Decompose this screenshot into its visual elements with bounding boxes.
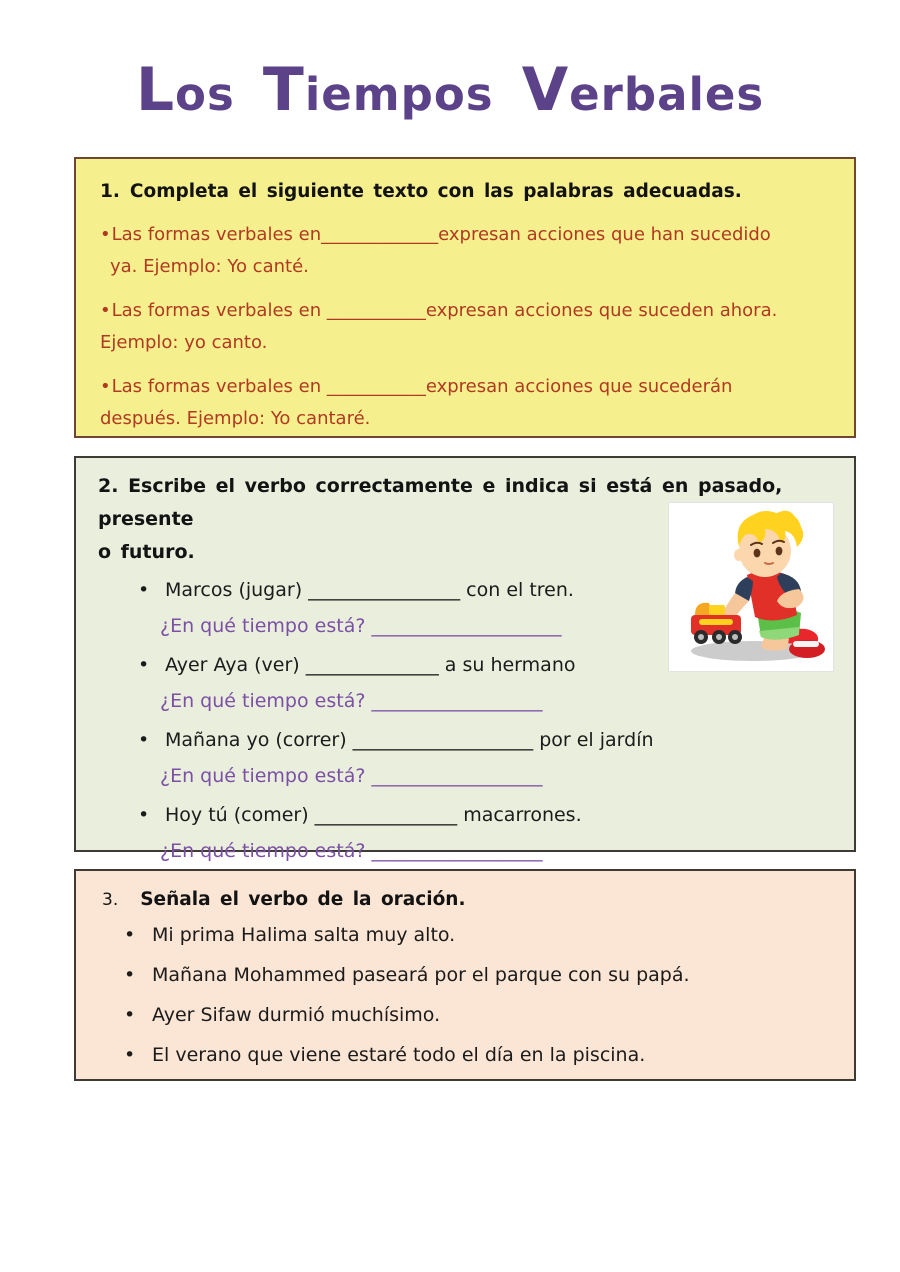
exercise-1-box xyxy=(74,157,856,438)
item-text-continuation: después. Ejemplo: Yo cantaré. xyxy=(100,408,371,429)
item-text: Las formas verbales en xyxy=(111,224,322,245)
exercise-2-number: 2. xyxy=(98,475,119,497)
exercise-3-number: 3. xyxy=(102,890,119,910)
exercise-3-heading-text: Señala el verbo de la oración. xyxy=(140,889,466,910)
item-text: macarrones. xyxy=(457,804,582,826)
boy-playing-toy-truck-illustration xyxy=(668,502,834,672)
exercise-2-box xyxy=(74,456,856,862)
title-word xyxy=(136,55,235,125)
tense-question-label: ¿En qué tiempo está? xyxy=(160,840,372,862)
exercise-3-sentence[interactable] xyxy=(90,955,840,995)
bullet-icon: • xyxy=(100,300,111,321)
bullet-icon: • xyxy=(100,224,111,245)
exercise-3-sentence[interactable] xyxy=(90,1035,840,1075)
item-text: Ayer Aya (ver) xyxy=(165,654,306,676)
title-initial: V xyxy=(521,55,570,126)
fill-blank-tense-answer[interactable]: __________________ xyxy=(371,765,543,787)
bullet-icon: • xyxy=(124,964,136,986)
exercise-1-heading-text: Completa el siguiente texto con las palabras adecuadas. xyxy=(129,181,742,202)
fill-blank-tense-answer[interactable]: __________________ xyxy=(371,840,543,862)
bullet-icon: • xyxy=(100,376,111,397)
item-text-continuation: ya. Ejemplo: Yo canté. xyxy=(110,256,309,277)
item-text: con el tren. xyxy=(460,579,574,601)
tense-question-label: ¿En qué tiempo está? xyxy=(160,765,372,787)
sentence-text: Ayer Sifaw durmió muchísimo. xyxy=(152,1004,441,1026)
exercise-3-sentence[interactable] xyxy=(90,915,840,955)
bullet-icon: • xyxy=(138,729,150,751)
item-text: expresan acciones que sucederán xyxy=(425,376,733,397)
fill-blank-verb[interactable]: ________________ xyxy=(308,579,461,601)
item-text: expresan acciones que han sucedido xyxy=(438,224,771,245)
bullet-icon: • xyxy=(138,579,150,601)
tense-question-label: ¿En qué tiempo está? xyxy=(160,690,372,712)
title-initial: T xyxy=(262,55,305,126)
exercise-1-item-future xyxy=(100,371,830,435)
sentence-text: El verano que viene estaré todo el día en la piscina. xyxy=(152,1044,646,1066)
page-title xyxy=(0,55,900,125)
title-initial: L xyxy=(135,55,176,126)
item-text-continuation: Ejemplo: yo canto. xyxy=(100,332,268,353)
item-text: Las formas verbales en xyxy=(111,300,327,321)
exercise-2-item-correr xyxy=(98,722,832,794)
bullet-icon: • xyxy=(124,924,136,946)
exercise-3-sentence[interactable] xyxy=(90,995,840,1035)
fill-blank-verb[interactable]: _______________ xyxy=(314,804,458,826)
item-text: Marcos (jugar) xyxy=(165,579,309,601)
fill-blank-tense[interactable]: ___________ xyxy=(326,376,426,397)
exercise-2-heading-line2: o futuro. xyxy=(98,541,195,563)
tense-question-label: ¿En qué tiempo está? xyxy=(160,615,372,637)
title-rest: iempos xyxy=(304,68,494,122)
item-text: a su hermano xyxy=(438,654,576,676)
exercise-1-heading xyxy=(100,177,830,207)
fill-blank-tense[interactable]: _____________ xyxy=(321,224,439,245)
exercise-3-heading xyxy=(90,885,840,915)
bullet-icon: • xyxy=(138,804,150,826)
title-word xyxy=(263,55,494,125)
exercise-1-item-past xyxy=(100,219,830,283)
title-word xyxy=(522,55,764,125)
item-text: por el jardín xyxy=(533,729,654,751)
item-text: expresan acciones que suceden ahora. xyxy=(425,300,778,321)
exercise-1-item-present xyxy=(100,295,830,359)
exercise-1-number: 1. xyxy=(100,181,120,202)
fill-blank-tense-answer[interactable]: __________________ xyxy=(371,690,543,712)
sentence-text: Mañana Mohammed paseará por el parque con su papá. xyxy=(152,964,690,986)
bullet-icon: • xyxy=(124,1044,136,1066)
item-text: Hoy tú (comer) xyxy=(165,804,315,826)
fill-blank-tense-answer[interactable]: ____________________ xyxy=(371,615,562,637)
item-text: Las formas verbales en xyxy=(111,376,327,397)
title-rest: erbales xyxy=(569,68,765,122)
fill-blank-verb[interactable]: ______________ xyxy=(305,654,439,676)
bullet-icon: • xyxy=(124,1004,136,1026)
fill-blank-verb[interactable]: ___________________ xyxy=(352,729,534,751)
exercise-2-heading-text: Escribe el verbo correctamente e indica si está en pasado, presente xyxy=(98,475,783,530)
exercise-2-item-comer xyxy=(98,797,832,869)
bullet-icon: • xyxy=(138,654,150,676)
fill-blank-tense[interactable]: ___________ xyxy=(326,300,426,321)
item-text: Mañana yo (correr) xyxy=(165,729,353,751)
sentence-text: Mi prima Halima salta muy alto. xyxy=(152,924,456,946)
exercise-3-box xyxy=(74,869,856,1081)
title-rest: os xyxy=(175,68,235,122)
